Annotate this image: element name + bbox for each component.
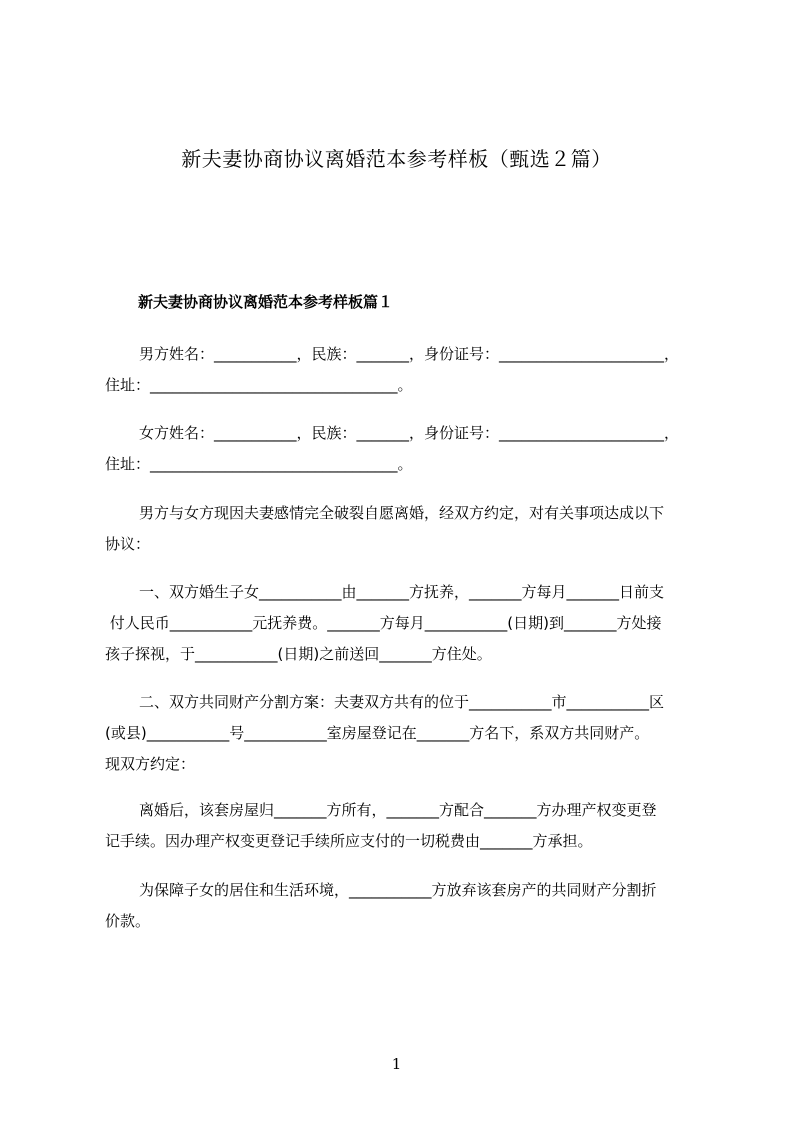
- clause-4-line-1: 为保障子女的居住和生活环境，___________方放弃该套房产的共同财产分割折: [139, 881, 657, 899]
- intro-paragraph: [105, 498, 705, 560]
- clause-1-line-3: 孩子探视，于___________(日期)之前送回_______方住处。: [105, 645, 492, 663]
- clause-3-line-1: 离婚后，该套房屋归_______方所有，_______方配合_______方办理产权变更登: [139, 801, 657, 819]
- female-party-line-2: 住址：_________________________________。: [105, 455, 413, 473]
- clause-3-line-2: 记手续。因办理产权变更登记手续所应支付的一切税费由_______方承担。: [105, 832, 593, 850]
- male-party-line-2: 住址：_________________________________。: [105, 376, 413, 394]
- male-party-paragraph: [105, 339, 705, 401]
- clause-2-line-2: (或县)___________号___________室房屋登记在_______方名下，系双方共同财产。: [105, 724, 650, 742]
- clause-4-line-2: 价款。: [105, 912, 151, 930]
- female-party-line-1: 女方姓名：___________，民族：_______，身份证号：______________________，: [139, 424, 680, 442]
- male-party-line-1: 男方姓名：___________，民族：_______，身份证号：______________________，: [139, 345, 680, 363]
- intro-line-2: 协议：: [105, 535, 151, 553]
- intro-line-1: 男方与女方现因夫妻感情完全破裂自愿离婚，经双方约定，对有关事项达成以下: [139, 504, 665, 522]
- clause-2-paragraph: [105, 687, 705, 780]
- female-party-paragraph: [105, 418, 705, 480]
- clause-4-paragraph: [105, 875, 705, 937]
- clause-1-paragraph: [105, 577, 705, 670]
- clause-1-line-1: 一、双方婚生子女___________由_______方抚养，_______方每月_______日前支: [139, 583, 665, 601]
- section-title: 新夫妻协商协议离婚范本参考样板篇１: [138, 293, 394, 311]
- document-title: 新夫妻协商协议离婚范本参考样板（甄选２篇）: [181, 147, 612, 171]
- clause-2-line-3: 现双方约定：: [105, 755, 196, 773]
- clause-2-line-1: 二、双方共同财产分割方案：夫妻双方共有的位于___________市___________区: [139, 693, 665, 711]
- clause-1-line-2: 付人民币___________元抚养费。_______方每月___________(日期)到_______方处接: [105, 614, 662, 632]
- page-number: 1: [391, 1055, 402, 1073]
- clause-3-paragraph: [105, 795, 705, 857]
